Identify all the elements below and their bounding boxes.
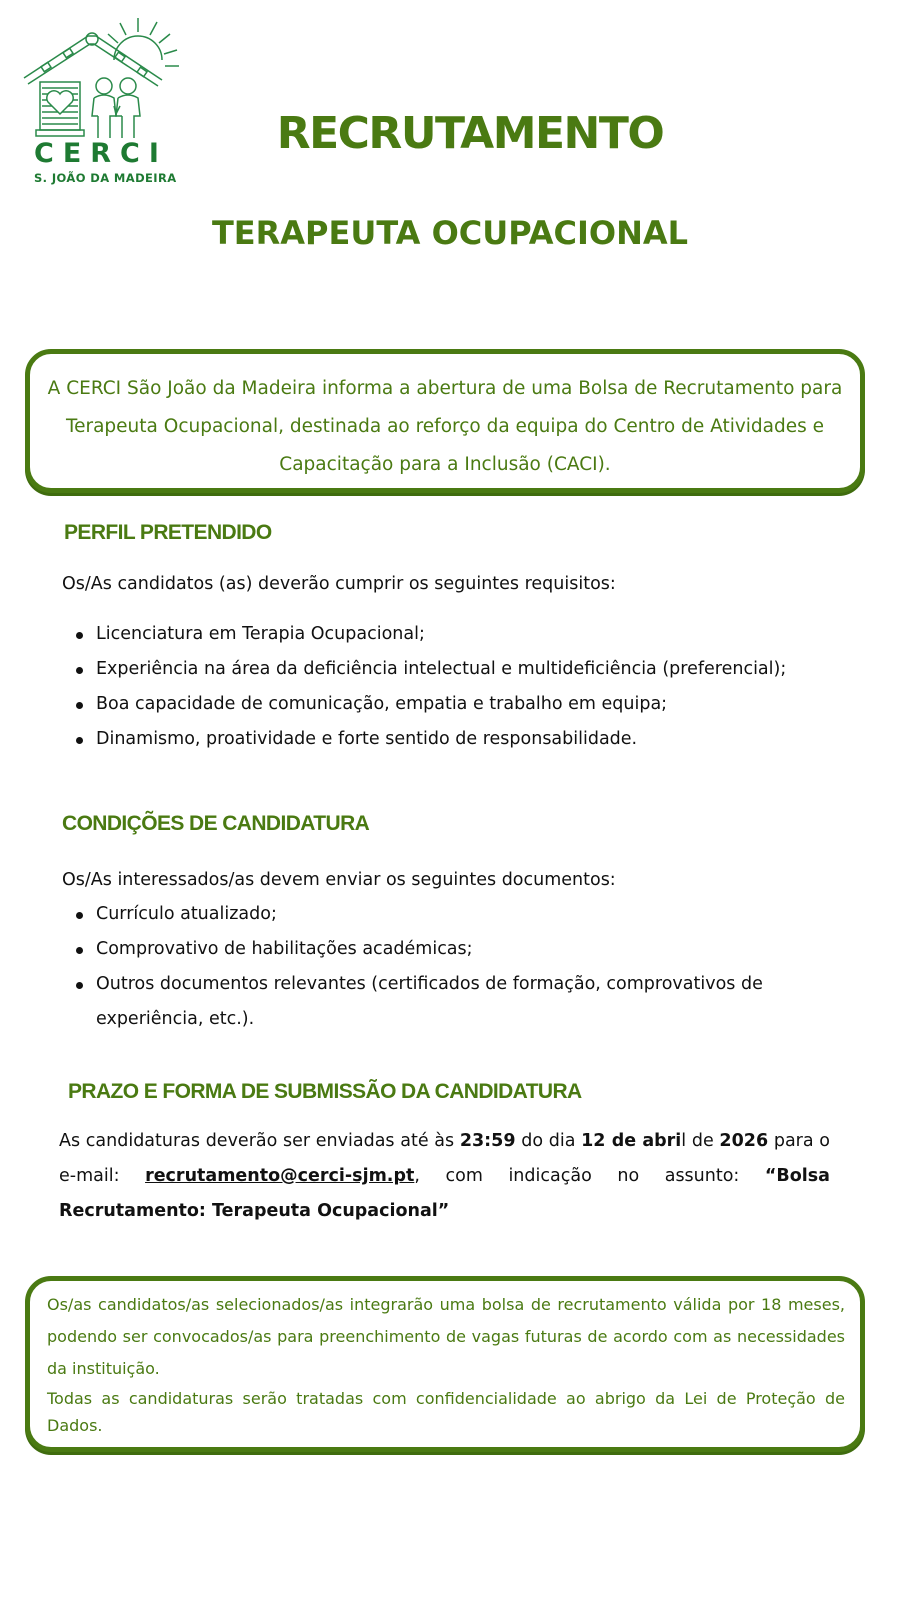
note-paragraph-1: Os/as candidatos/as selecionados/as integrarão uma bolsa de recrutamento válida por 18 meses, podendo ser convocados/as para preenchimento de vagas futuras de acordo com as necessidades da instituição. — [47, 1295, 845, 1378]
prazo-text: , com indicação no assunto: — [414, 1166, 765, 1186]
intro-text: A CERCI São João da Madeira informa a abertura de uma Bolsa de Recrutamento para Terapeuta Ocupacional, destinada ao reforço da equipa do Centro de Atividades e Capacitação para a Inclusão (CACI). — [47, 378, 843, 475]
prazo-text: para o e-mail: — [59, 1131, 830, 1186]
section-heading-condicoes: CONDIÇÕES DE CANDIDATURA — [62, 812, 370, 835]
list-item: Dinamismo, proatividade e forte sentido de responsabilidade. — [62, 722, 786, 757]
email-subject: “Bolsa Recrutamento: Terapeuta Ocupacional” — [59, 1166, 830, 1221]
prazo-paragraph — [59, 1124, 830, 1229]
list-item: Currículo atualizado; — [62, 897, 822, 932]
condicoes-intro: Os/As interessados/as devem enviar os seguintes documentos: — [62, 870, 616, 890]
section-heading-prazo: PRAZO E FORMA DE SUBMISSÃO DA CANDIDATURA — [68, 1080, 582, 1103]
deadline-year: 2026 — [719, 1131, 769, 1151]
list-item: Experiência na área da deficiência intelectual e multideficiência (preferencial); — [62, 652, 786, 687]
section-heading-perfil: PERFIL PRETENDIDO — [64, 521, 272, 544]
prazo-text: do dia — [515, 1131, 582, 1151]
perfil-intro: Os/As candidatos (as) deverão cumprir os seguintes requisitos: — [62, 574, 616, 594]
perfil-list — [62, 617, 786, 757]
deadline-time: 23:59 — [459, 1131, 516, 1151]
list-item: Outros documentos relevantes (certificados de formação, comprovativos de experiência, etc.). — [62, 967, 822, 1037]
prazo-text: As candidaturas deverão ser enviadas até às — [59, 1131, 460, 1151]
list-item: Boa capacidade de comunicação, empatia e trabalho em equipa; — [62, 687, 786, 722]
condicoes-list — [62, 897, 822, 1037]
prazo-text: l de — [681, 1131, 720, 1151]
list-item: Comprovativo de habilitações académicas; — [62, 932, 822, 967]
note-box — [25, 1276, 865, 1452]
logo-subtitle: S. JOÃO DA MADEIRA — [34, 171, 177, 185]
intro-box — [25, 349, 865, 493]
cerci-logo — [22, 14, 182, 184]
job-title: TERAPEUTA OCUPACIONAL — [211, 214, 689, 252]
house-family-sun-icon — [22, 14, 182, 139]
logo-wordmark: CERCI — [34, 138, 168, 169]
note-paragraph-2: Todas as candidaturas serão tratadas com confidencialidade ao abrigo da Lei de Proteção de Dados. — [47, 1389, 845, 1435]
deadline-date: 12 de abri — [581, 1131, 682, 1151]
email-link[interactable]: recrutamento@cerci-sjm.pt — [145, 1166, 415, 1186]
page-title: RECRUTAMENTO — [276, 108, 664, 159]
list-item: Licenciatura em Terapia Ocupacional; — [62, 617, 786, 652]
